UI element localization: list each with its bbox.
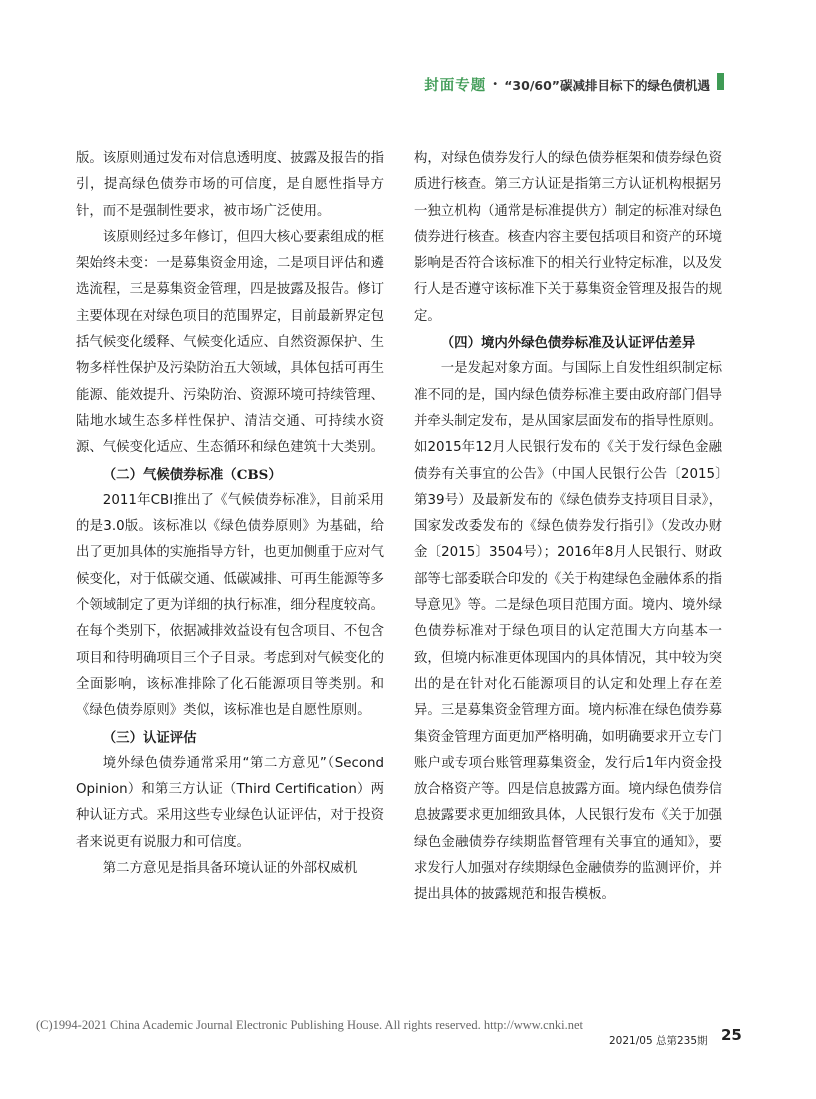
header-section: 封面专题 (424, 78, 487, 94)
header-title: “30/60”碳减排目标下的绿色债机遇 (504, 77, 710, 93)
paragraph: 一是发起对象方面。与国际上自发性组织制定标准不同的是，国内绿色债券标准主要由政府部门倡导并牵头制定发布，是从国家层面发布的指导性原则。如2015年12月人民银行发布的《关于发行绿色金融债券有关事宜的公告》（中国人民银行公告〔2015〕第39号）及最新发布的《绿色债券支持项目目录》，国家发改委发布的《绿色债券发行指引》（发改办财金〔2015〕3504号）；2016年8月人民银行、财政部等七部委联合印发的《关于构建绿色金融体系的指导意见》等。二是绿色项目范围方面。境内、境外绿色债券标准对于绿色项目的认定范围大方向基本一致，但境内标准更体现国内的具体情况，其中较为突出的是在针对化石能源项目的认定和处理上存在差异。三是募集资金管理方面。境内标准在绿色债券募集资金管理方面更加严格明确，如明确要求开立专门账户或专项台账管理募集资金，发行后1年内资金投放合格资产等。四是信息披露方面。境内绿色债券信息披露要求更加细致具体，人民银行发布《关于加强绿色金融债券存续期监督管理有关事宜的通知》，要求发行人加强对存续期绿色金融债券的监测评价，并提出具体的披露规范和报告模板。 (414, 361, 722, 903)
page-number: 25 (721, 1026, 742, 1044)
paragraph: 构，对绿色债券发行人的绿色债券框架和债券绿色资质进行核查。第三方认证是指第三方认证机构根据另一独立机构（通常是标准提供方）制定的标准对绿色债券进行核查。核查内容主要包括项目和资产的环境影响是否符合该标准下的相关行业特定标准，以及发行人是否遵守该标准下关于募集资金管理及报告的规定。 (414, 151, 722, 324)
section-heading: （三）认证评估 (102, 729, 197, 746)
running-header (424, 74, 710, 95)
header-separator: • (492, 79, 499, 90)
left-column (76, 146, 384, 882)
header-accent-bar (717, 73, 724, 90)
copyright-notice: (C)1994-2021 China Academic Journal Electronic Publishing House. All rights reserved. http://www.cnki.net (36, 1018, 584, 1032)
paragraph: 第二方意见是指具备环境认证的外部权威机 (102, 861, 358, 877)
section-heading: （二）气候债券标准（CBS） (102, 466, 282, 483)
section-heading: （四）境内外绿色债券标准及认证评估差异 (440, 335, 696, 352)
paragraph: 该原则经过多年修订，但四大核心要素组成的框架始终未变：一是募集资金用途，二是项目评估和遴选流程，三是募集资金管理，四是披露及报告。修订主要体现在对绿色项目的范围界定，目前最新界定包括气候变化缓释、气候变化适应、自然资源保护、生物多样性保护及污染防治五大领域，具体包括可再生能源、能效提升、污染防治、资源环境可持续管理、陆地水域生态多样性保护、清洁交通、可持续水资源、气候变化适应、生态循环和绿色建筑十大类别。 (76, 229, 384, 456)
issue-info: 2021/05 总第235期 (609, 1035, 708, 1047)
paragraph: 境外绿色债券通常采用“第二方意见”（Second Opinion）和第三方认证（Third Certification）两种认证方式。采用这些专业绿色认证评估，对于投资者来说更有说服力和可信度。 (76, 755, 384, 850)
right-column (414, 146, 722, 909)
paragraph: 版。该原则通过发布对信息透明度、披露及报告的指引，提高绿色债券市场的可信度，是自愿性指导方针，而不是强制性要求，被市场广泛使用。 (76, 151, 384, 219)
paragraph: 2011年CBI推出了《气候债券标准》，目前采用的是3.0版。该标准以《绿色债券原则》为基础，给出了更加具体的实施指导方针，也更加侧重于应对气候变化，对于低碳交通、低碳减排、可再生能源等多个领域制定了更为详细的执行标准，细分程度较高。在每个类别下，依据减排效益设有包含项目、不包含项目和待明确项目三个子目录。考虑到对气候变化的全面影响，该标准排除了化石能源项目等类别。和《绿色债券原则》类似，该标准也是自愿性原则。 (76, 492, 384, 719)
